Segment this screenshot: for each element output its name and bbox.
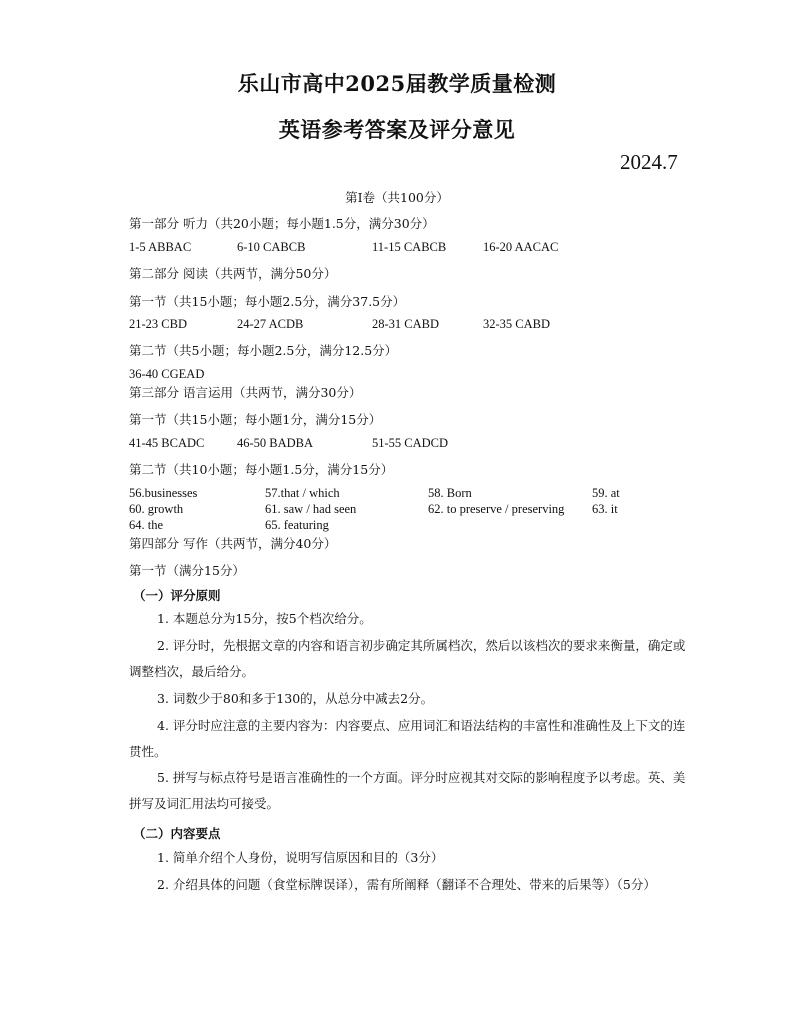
fill-answer: 60. growth <box>129 502 184 516</box>
answer-group: 46-50 BADBA <box>237 436 314 450</box>
answer-group: 36-40 CGEAD <box>129 367 205 381</box>
part2-section1-heading: 第一节（共15小题；每小题2.5分，满分37.5分） <box>129 294 406 309</box>
answer-group: 1-5 ABBAC <box>129 240 192 254</box>
part4-section1-heading: 第一节（满分15分） <box>129 563 245 578</box>
answer-group: 16-20 AACAC <box>483 240 559 254</box>
answer-group: 6-10 CABCB <box>237 240 306 254</box>
principle-item: 1. 本题总分为15分，按5个档次给分。 <box>157 611 372 626</box>
fill-answer: 64. the <box>129 518 164 532</box>
part3-section2-heading: 第二节（共10小题；每小题1.5分，满分15分） <box>129 462 394 477</box>
part1-heading: 第一部分 听力（共20小题；每小题1.5分，满分30分） <box>129 216 435 231</box>
part2-heading: 第二部分 阅读（共两节，满分50分） <box>129 266 337 281</box>
volume-heading: 第Ⅰ卷（共100分） <box>345 190 449 205</box>
answer-group: 11-15 CABCB <box>372 240 447 254</box>
fill-answer: 59. at <box>592 486 620 500</box>
answer-group: 32-35 CABD <box>483 317 551 331</box>
fill-answer: 63. it <box>592 502 618 516</box>
fill-answer: 61. saw / had seen <box>265 502 357 516</box>
point-item: 2. 介绍具体的问题（食堂标牌误译），需有所阐释（翻译不合理处、带来的后果等）（5分） <box>157 877 656 892</box>
fill-answer: 65. featuring <box>265 518 329 532</box>
part3-section1-heading: 第一节（共15小题；每小题1分，满分15分） <box>129 412 382 427</box>
document-date: 2024.7 <box>620 150 678 174</box>
fill-answer: 56.businesses <box>129 486 198 500</box>
part3-heading: 第三部分 语言运用（共两节，满分30分） <box>129 385 362 400</box>
principle-item: 3. 词数少于80和多于130的，从总分中减去2分。 <box>157 691 434 706</box>
answer-group: 51-55 CADCD <box>372 436 449 450</box>
principle-item: 2. 评分时，先根据文章的内容和语言初步确定其所属档次，然后以该档次的要求来衡量，确定或调整档次，最后给分。 <box>129 638 686 679</box>
answer-group: 24-27 ACDB <box>237 317 304 331</box>
document-title: 乐山市高中2025届教学质量检测 <box>237 71 557 96</box>
fill-answer: 57.that / which <box>265 486 340 500</box>
document-subtitle: 英语参考答案及评分意见 <box>278 117 516 142</box>
point-item: 1. 简单介绍个人身份，说明写信原因和目的（3分） <box>157 850 444 865</box>
answer-group: 21-23 CBD <box>129 317 187 331</box>
points-heading: （二）内容要点 <box>133 826 221 841</box>
fill-answer: 58. Born <box>428 486 472 500</box>
principle-item: 4. 评分时应注意的主要内容为：内容要点、应用词汇和语法结构的丰富性和准确性及上下文的连贯性。 <box>129 718 686 759</box>
part2-section2-heading: 第二节（共5小题；每小题2.5分，满分12.5分） <box>129 343 398 358</box>
answer-group: 28-31 CABD <box>372 317 440 331</box>
principle-item: 5. 拼写与标点符号是语言准确性的一个方面。评分时应视其对交际的影响程度予以考虑。英、美拼写及词汇用法均可接受。 <box>129 770 686 811</box>
principles-heading: （一）评分原则 <box>133 588 221 603</box>
part4-heading: 第四部分 写作（共两节，满分40分） <box>129 536 337 551</box>
answer-group: 41-45 BCADC <box>129 436 205 450</box>
fill-answer: 62. to preserve / preserving <box>428 502 565 516</box>
